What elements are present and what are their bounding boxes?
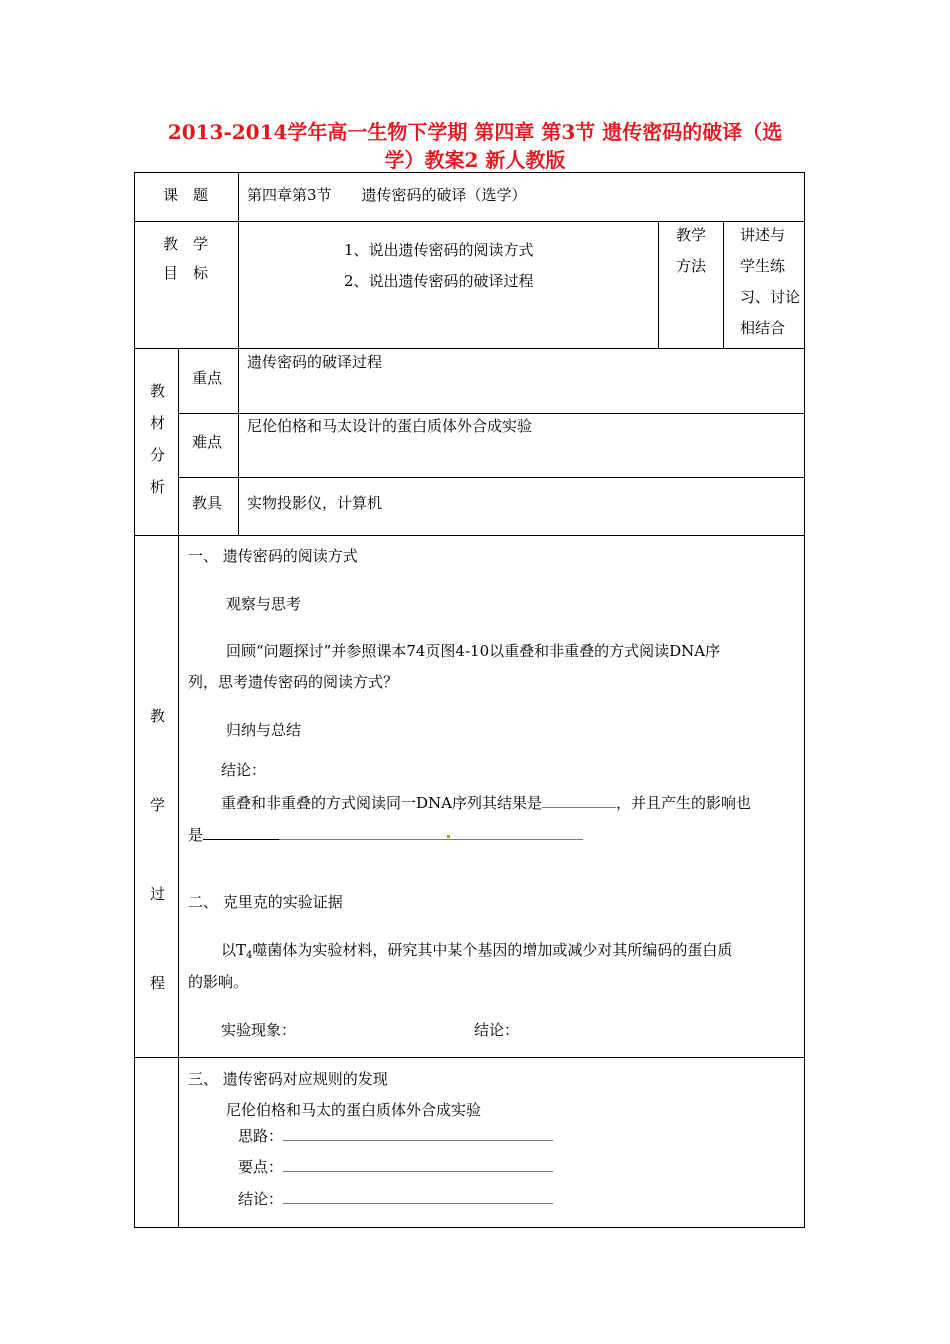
document-title [120,118,830,174]
goal-label-2: 目 标 [163,264,209,282]
goal-item: 1、说出遗传密码的阅读方式 [344,241,534,259]
table-divider [134,221,805,222]
section-1-heading: 一、 遗传密码的阅读方式 [188,547,358,565]
table-divider [658,221,659,349]
method-label-2: 方法 [676,257,707,275]
summary-heading: 归纳与总结 [226,721,302,739]
key-point-label: 重点 [192,369,223,387]
title-line-2: 学）教案2 新人教版 [384,148,566,172]
title-line-1: 2013-2014学年高一生物下学期 第四章 第3节 遗传密码的破译（选 [167,120,783,144]
conclusion-label: 结论： [221,761,267,779]
process-label-char: 程 [150,974,166,992]
process-label-char: 学 [150,796,166,814]
table-border-right [804,172,805,1228]
method-value-line: 学生练 [740,257,786,275]
table-border-bottom [134,1227,805,1228]
conclusion-3-blank[interactable] [283,1188,553,1204]
topic-value: 第四章第3节 遗传密码的破译（选学） [247,186,527,204]
table-border-left [134,172,135,1228]
table-divider [178,477,805,478]
idea-blank[interactable] [283,1125,553,1141]
result-line-2 [188,824,583,845]
stray-mark [447,835,450,838]
result-text-a: 重叠和非重叠的方式阅读同一DNA序列其结果是 [221,794,542,812]
analysis-label-char: 教 [150,382,166,400]
result-line-1 [221,792,751,813]
section-2-heading: 二、 克里克的实验证据 [188,893,343,911]
conclusion-2-label: 结论： [474,1021,520,1039]
points-blank[interactable] [283,1156,553,1172]
experiment-line-2: 的影响。 [188,973,249,991]
process-label-char: 过 [150,885,166,903]
goal-item: 2、说出遗传密码的破译过程 [344,272,534,290]
tools-value: 实物投影仪，计算机 [247,494,383,512]
goal-label-1: 教 学 [163,235,209,253]
result-text-c: 是 [188,826,204,844]
result-text-b: ，并且产生的影响也 [616,794,752,812]
table-border-top [134,172,805,173]
observe-heading: 观察与思考 [226,595,302,613]
review-text-line-1: 回顾“问题探讨”并参照课本74页图4-10以重叠和非重叠的方式阅读DNA序 [226,642,721,660]
analysis-label-char: 材 [150,414,166,432]
method-value-line: 习、讨论 [740,288,801,306]
idea-row [238,1125,553,1146]
table-divider [723,221,724,349]
table-divider [178,535,179,1228]
points-label: 要点： [238,1158,284,1176]
analysis-label-char: 分 [150,446,166,464]
conclusion-3-row [238,1188,553,1209]
table-divider [238,172,239,349]
answer-blank[interactable] [279,824,583,840]
nirenberg-experiment: 尼伦伯格和马太的蛋白质体外合成实验 [226,1101,482,1119]
table-divider [134,535,805,536]
section-3-heading: 三、 遗传密码对应规则的发现 [188,1070,388,1088]
conclusion-3-label: 结论： [238,1190,284,1208]
experiment-text-b: 噬菌体为实验材料，研究其中某个基因的增加或减少对其所编码的蛋白质 [252,941,733,959]
phenomenon-label: 实验现象： [221,1021,297,1039]
method-value-line: 讲述与 [740,226,786,244]
points-row [238,1156,553,1177]
experiment-text-a: 以T [221,941,247,959]
method-value-line: 相结合 [740,319,786,337]
experiment-line-1 [221,940,732,960]
analysis-label-char: 析 [150,478,166,496]
answer-blank[interactable] [203,824,279,840]
key-point-value: 遗传密码的破译过程 [247,353,383,371]
table-divider [134,1057,805,1058]
idea-label: 思路： [238,1127,284,1145]
table-divider [178,413,805,414]
table-divider [178,348,179,536]
table-divider [134,348,805,349]
method-label-1: 教学 [676,226,707,244]
topic-label: 课 题 [163,186,209,204]
review-text-line-2: 列，思考遗传密码的阅读方式？ [188,673,399,691]
process-label-char: 教 [150,707,166,725]
difficulty-value: 尼伦伯格和马太设计的蛋白质体外合成实验 [247,417,533,435]
experiment-subscript: 4 [246,950,253,961]
answer-blank[interactable] [542,792,616,808]
tools-label: 教具 [192,494,223,512]
difficulty-label: 难点 [192,433,223,451]
table-divider [238,348,239,536]
